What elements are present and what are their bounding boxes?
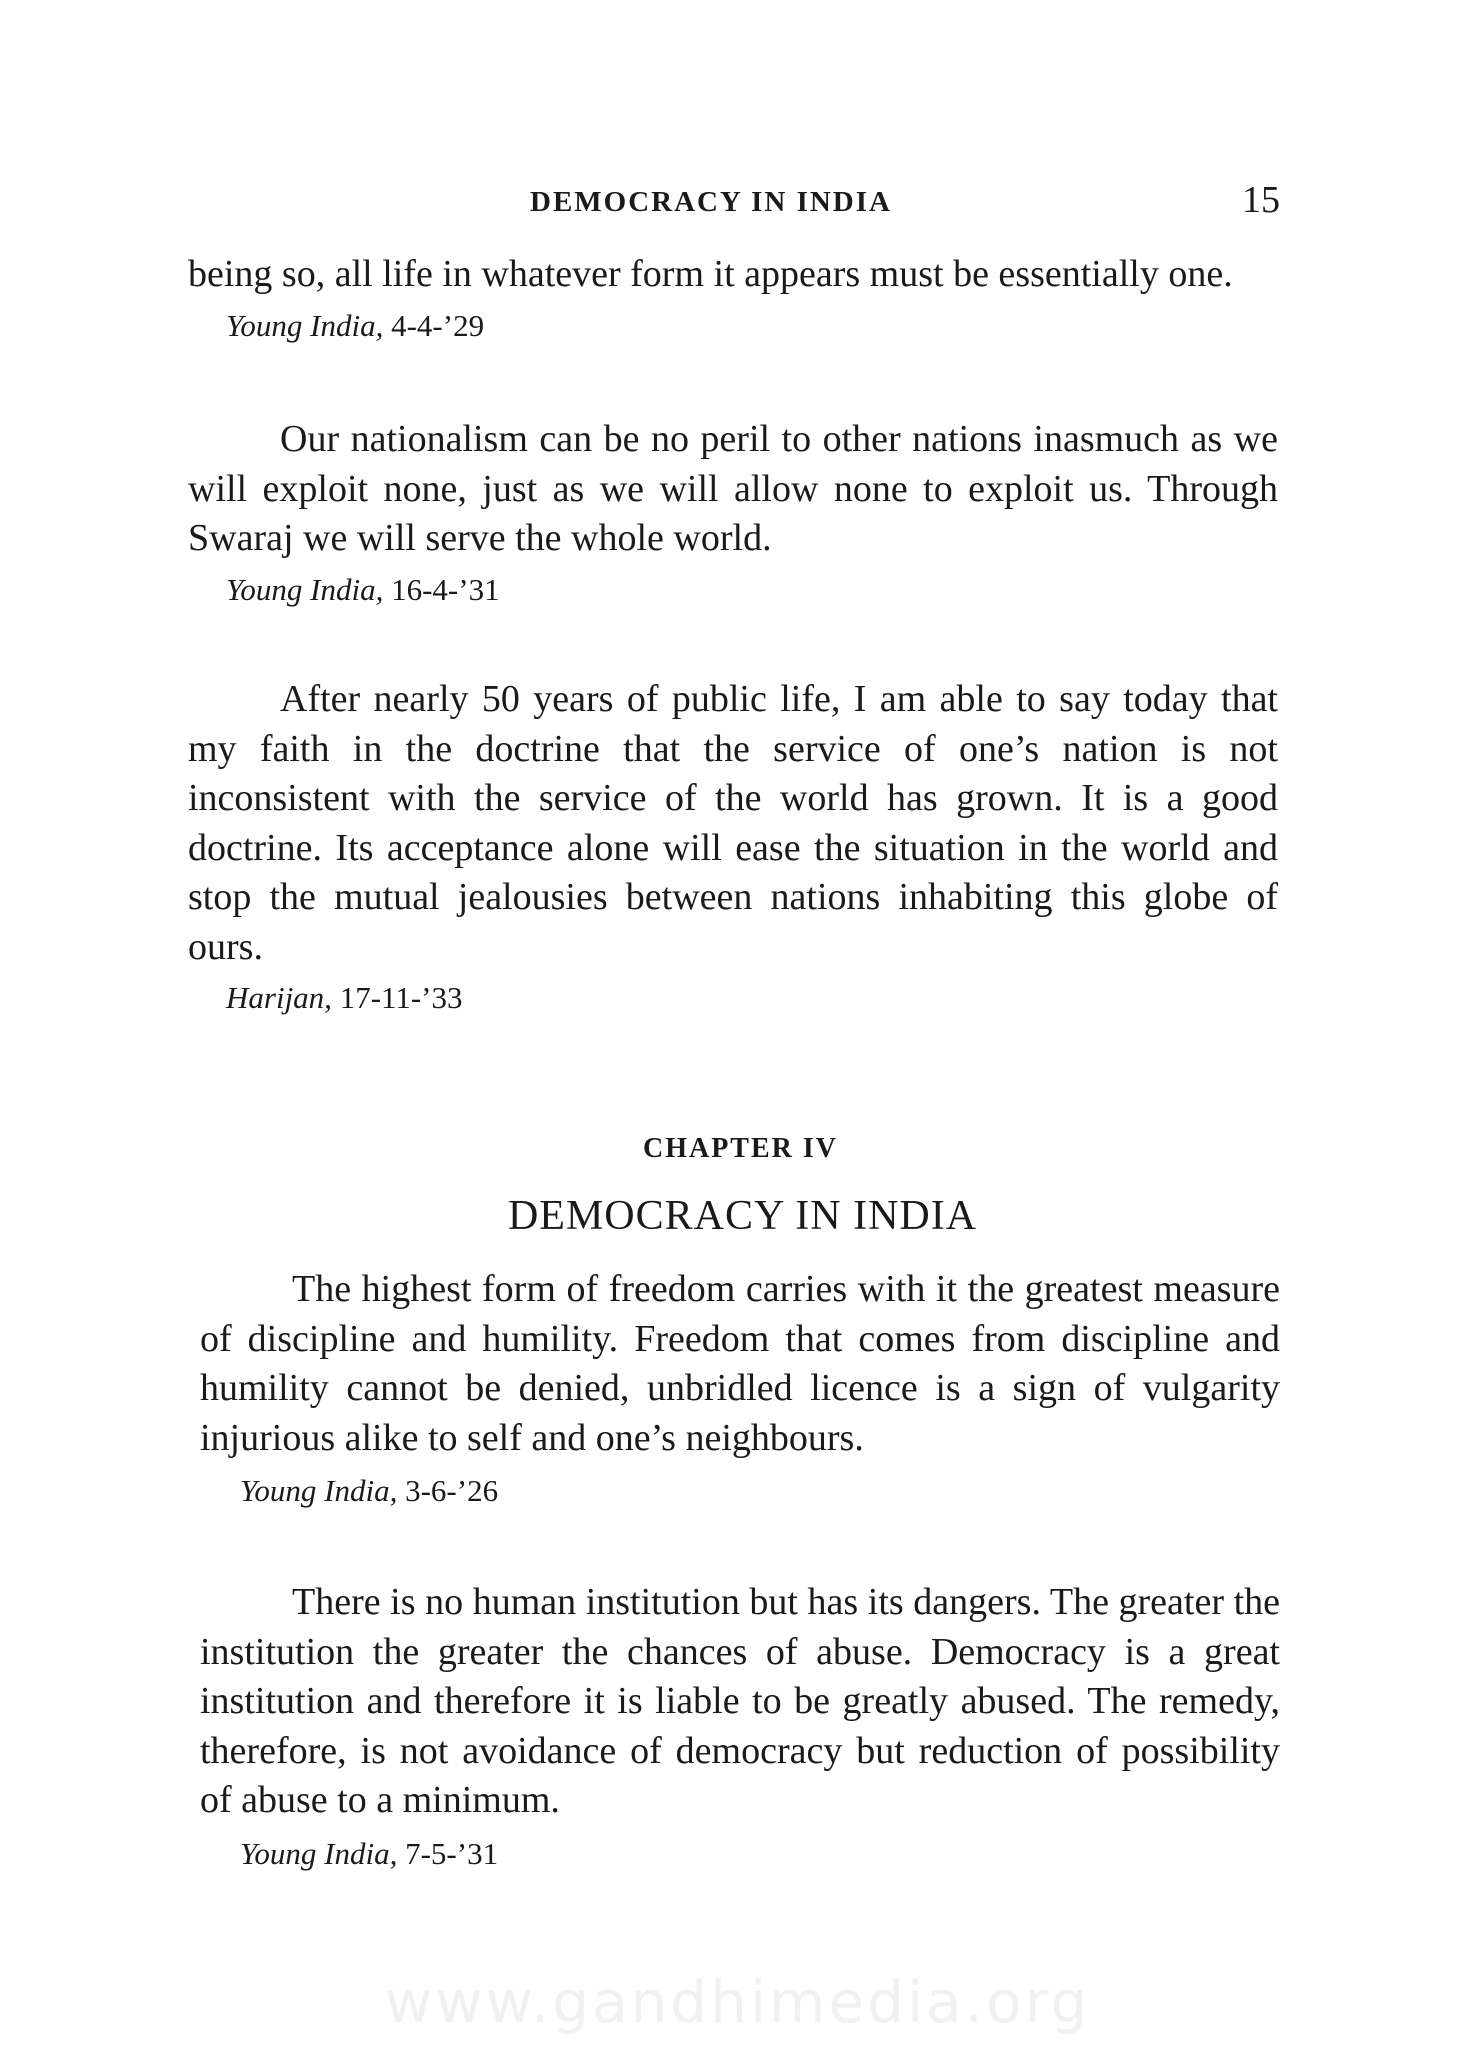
citation-date: 16-4-’31 — [391, 571, 500, 607]
citation-date: 17-11-’33 — [339, 980, 463, 1015]
citation-source: Young India, — [226, 571, 384, 607]
citation-date: 7-5-’31 — [405, 1835, 499, 1871]
citation-source: Young India, — [226, 307, 384, 343]
passage-text: Our nationalism can be no peril to other nations inasmuch as we will exploit none, just as we will allow none to exploit us. Through Swaraj we will serve the whole world. — [188, 418, 1278, 559]
citation — [188, 980, 1278, 1016]
chapter-passage-2 — [200, 1578, 1280, 1872]
citation-source: Harijan, — [226, 980, 332, 1015]
chapter-title: DEMOCRACY IN INDIA — [507, 1193, 978, 1239]
citation-date: 4-4-’29 — [391, 307, 485, 343]
running-head — [200, 178, 1280, 228]
passage-text: being so, all life in whatever form it appears must be essentially one. — [188, 253, 1233, 295]
citation — [200, 1473, 1280, 1509]
citation-source: Young India, — [240, 1473, 398, 1508]
watermark: www.gandhimedia.org — [384, 1968, 1091, 2036]
citation-source: Young India, — [240, 1835, 398, 1871]
page-number: 15 — [1242, 179, 1280, 221]
passage-text: The highest form of freedom carries with it the greatest measure of discipline and humility. Freedom that comes from discipline and humility cannot be denied, unbridled licence is a sign of vulgarity injurious alike to self and one’s neighbours. — [200, 1268, 1280, 1459]
passage-1 — [188, 250, 1278, 344]
passage-text: After nearly 50 years of public life, I am able to say today that my faith in the doctrine that the service of one’s nation is not inconsistent with the service of the world has grown. It is a good doctrine. Its acceptance alone will ease the situation in the world and stop the mutual jealousies between nations inhabiting this globe of ours. — [188, 678, 1278, 968]
passage-3 — [188, 675, 1278, 1016]
citation — [188, 308, 1278, 344]
chapter-label: CHAPTER IV — [642, 1133, 838, 1164]
passage-text: There is no human institution but has its dangers. The greater the institution the greater the chances of abuse. Democracy is a great institution and therefore it is liable to be greatly abused. The remedy, therefore, is not avoidance of democracy but reduction of possibility of abuse to a minimum. — [200, 1581, 1280, 1821]
chapter-passage-1 — [200, 1265, 1280, 1509]
citation — [188, 572, 1278, 608]
citation-date: 3-6-’26 — [405, 1473, 499, 1508]
citation — [200, 1836, 1280, 1872]
passage-2 — [188, 415, 1278, 608]
running-title: DEMOCRACY IN INDIA — [530, 186, 892, 218]
